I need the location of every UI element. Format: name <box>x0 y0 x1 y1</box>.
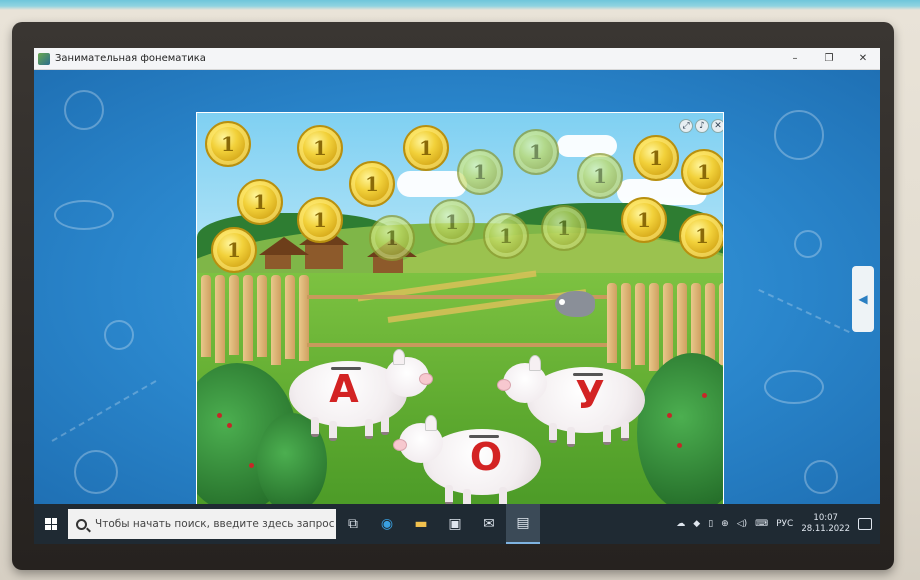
game-app-taskbar-icon[interactable]: ▤ <box>506 504 540 544</box>
doodle-decoration <box>74 450 118 494</box>
clock-time: 10:07 <box>813 513 838 523</box>
search-placeholder: Чтобы начать поиск, введите здесь запрос <box>95 518 335 530</box>
clock-date: 28.11.2022 <box>801 524 850 534</box>
berry <box>217 413 222 418</box>
coin[interactable]: 1 <box>681 149 724 195</box>
app-icon <box>38 53 50 65</box>
coin[interactable]: 1 <box>457 149 503 195</box>
file-explorer-icon[interactable]: ▬ <box>414 516 428 532</box>
house <box>305 243 343 269</box>
keyboard-icon[interactable]: ⌨ <box>755 519 769 529</box>
language-indicator[interactable]: РУС <box>776 519 794 529</box>
volume-icon[interactable]: ◁) <box>736 519 748 529</box>
windows-logo-icon <box>45 518 57 530</box>
coin[interactable]: 1 <box>541 205 587 251</box>
berry <box>227 423 232 428</box>
task-view-icon[interactable]: ⧉ <box>348 516 358 532</box>
pig-letter: О <box>469 435 503 479</box>
pig-letter: А <box>329 367 359 411</box>
game-scene <box>196 112 724 512</box>
coin[interactable]: 1 <box>679 213 724 259</box>
usb-icon[interactable]: ▯ <box>708 519 714 529</box>
pig-letter: У <box>575 373 605 417</box>
coin[interactable]: 1 <box>349 161 395 207</box>
notification-icon[interactable] <box>858 518 872 530</box>
coin[interactable]: 1 <box>633 135 679 181</box>
coin[interactable]: 1 <box>577 153 623 199</box>
search-icon <box>76 519 87 530</box>
house <box>265 253 291 269</box>
chevron-left-icon: ◀ <box>858 292 868 306</box>
window-titlebar <box>34 48 880 70</box>
doodle-decoration <box>764 370 824 404</box>
pig-piggy-bank[interactable] <box>393 419 543 512</box>
berry <box>677 443 682 448</box>
coin[interactable]: 1 <box>369 215 415 261</box>
edge-browser-icon[interactable]: ◉ <box>380 516 394 532</box>
doodle-decoration <box>104 320 134 350</box>
side-panel-toggle[interactable] <box>852 266 874 332</box>
doodle-decoration <box>64 90 104 130</box>
close-icon[interactable]: ✕ <box>711 119 724 133</box>
taskbar-search[interactable] <box>68 509 336 539</box>
doodle-decoration <box>774 110 824 160</box>
store-icon[interactable]: ▣ <box>448 516 462 532</box>
coin[interactable]: 1 <box>403 125 449 171</box>
arrows-icon[interactable]: ⤢ <box>679 119 693 133</box>
coin[interactable]: 1 <box>211 227 257 273</box>
network-icon[interactable]: ⊕ <box>721 519 729 529</box>
doodle-decoration <box>794 230 822 258</box>
window-controls <box>778 48 880 70</box>
coin[interactable]: 1 <box>513 129 559 175</box>
mail-icon[interactable]: ✉ <box>483 516 495 532</box>
fence-rail <box>307 343 607 347</box>
wolf-character[interactable] <box>555 291 595 317</box>
coin[interactable]: 1 <box>297 197 343 243</box>
berry <box>249 463 254 468</box>
start-button[interactable] <box>34 504 68 544</box>
doodle-decoration <box>52 380 157 442</box>
taskbar <box>34 504 880 544</box>
window-title: Занимательная фонематика <box>55 53 206 64</box>
coin[interactable]: 1 <box>205 121 251 167</box>
app-background <box>34 70 880 504</box>
berry <box>702 393 707 398</box>
system-tray <box>676 513 880 535</box>
close-button[interactable]: ✕ <box>858 53 868 64</box>
coin[interactable]: 1 <box>621 197 667 243</box>
coin[interactable]: 1 <box>297 125 343 171</box>
screen <box>34 48 880 544</box>
sound-icon[interactable]: ♪ <box>695 119 709 133</box>
clock[interactable] <box>801 513 850 535</box>
doodle-decoration <box>758 289 849 333</box>
cloud-icon[interactable]: ☁ <box>676 519 686 529</box>
coin[interactable]: 1 <box>237 179 283 225</box>
security-icon[interactable]: ◆ <box>693 519 701 529</box>
coin[interactable]: 1 <box>483 213 529 259</box>
minimize-button[interactable]: – <box>792 53 798 64</box>
doodle-decoration <box>54 200 114 230</box>
restore-button[interactable]: ❐ <box>824 53 834 64</box>
coin[interactable]: 1 <box>429 199 475 245</box>
berry <box>667 413 672 418</box>
doodle-decoration <box>804 460 838 494</box>
